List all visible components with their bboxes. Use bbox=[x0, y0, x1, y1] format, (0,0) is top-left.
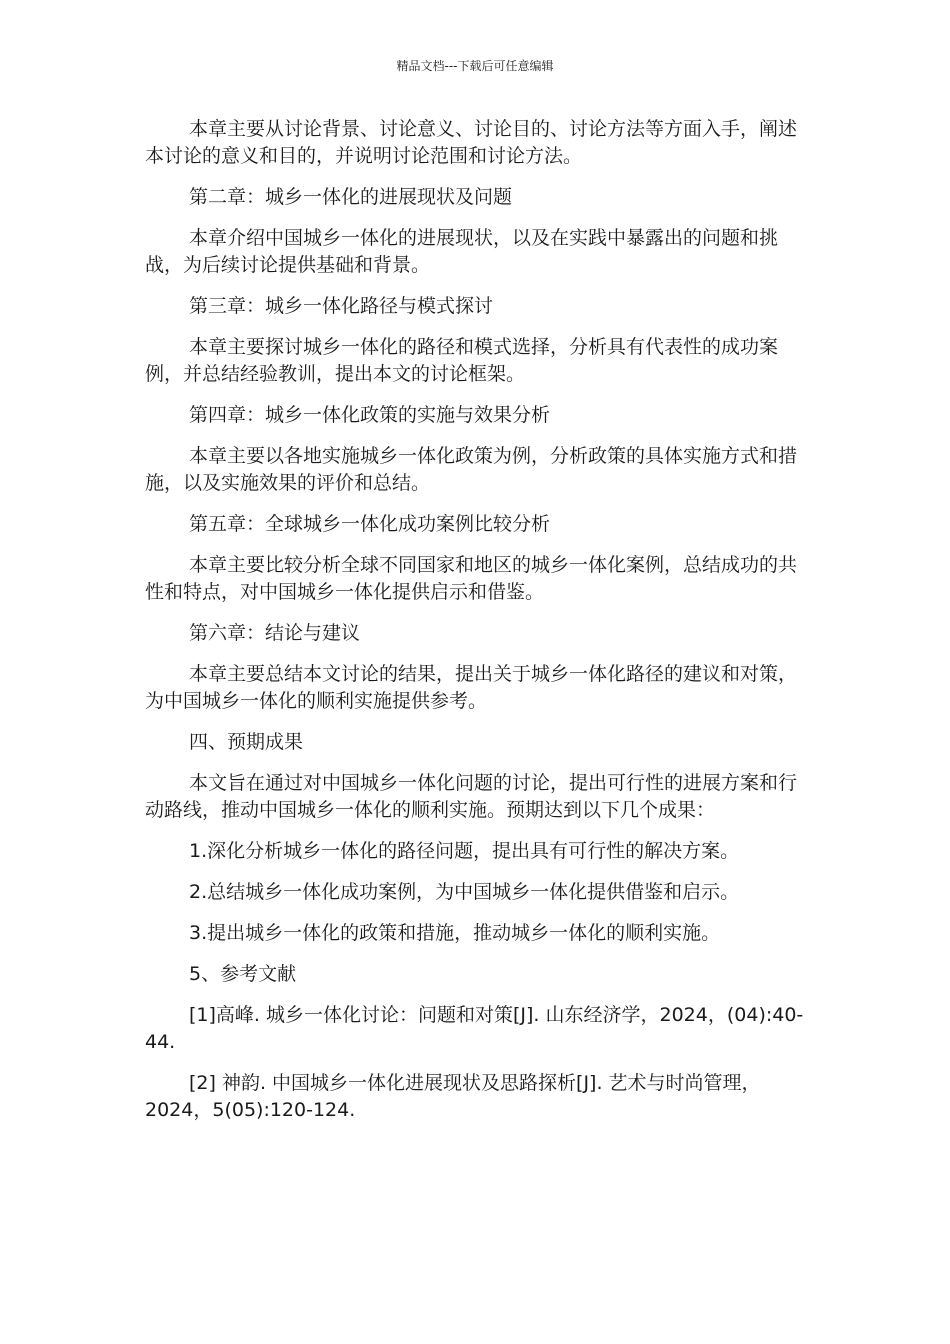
paragraph-chapter4-summary: 本章主要以各地实施城乡一体化政策为例，分析政策的具体实施方式和措施，以及实施效果的评价和总结。 bbox=[145, 445, 798, 494]
list-item-result-2: 2.总结城乡一体化成功案例，为中国城乡一体化提供借鉴和启示。 bbox=[189, 881, 740, 903]
page-header: 精品文档---下载后可任意编辑 bbox=[396, 59, 554, 73]
paragraph-chapter6-summary: 本章主要总结本文讨论的结果，提出关于城乡一体化路径的建议和对策，为中国城乡一体化的顺利实施提供参考。 bbox=[145, 663, 798, 712]
chapter-2-heading: 第二章：城乡一体化的进展现状及问题 bbox=[189, 186, 513, 208]
reference-item-1: [1]高峰. 城乡一体化讨论：问题和对策[J]. 山东经济学，2024，(04):40-44. bbox=[145, 1004, 804, 1053]
list-item-result-3: 3.提出城乡一体化的政策和措施，推动城乡一体化的顺利实施。 bbox=[189, 922, 721, 944]
document-body bbox=[145, 116, 807, 1138]
chapter-6-heading: 第六章：结论与建议 bbox=[189, 622, 361, 644]
list-item-result-1: 1.深化分析城乡一体化的路径问题，提出具有可行性的解决方案。 bbox=[189, 840, 740, 862]
paragraph-chapter2-summary: 本章介绍中国城乡一体化的进展现状，以及在实践中暴露出的问题和挑战，为后续讨论提供基础和背景。 bbox=[145, 227, 779, 276]
paragraph-chapter5-summary: 本章主要比较分析全球不同国家和地区的城乡一体化案例，总结成功的共性和特点，对中国城乡一体化提供启示和借鉴。 bbox=[145, 554, 798, 603]
chapter-3-heading: 第三章：城乡一体化路径与模式探讨 bbox=[189, 295, 494, 317]
paragraph-chapter1-summary: 本章主要从讨论背景、讨论意义、讨论目的、讨论方法等方面入手，阐述本讨论的意义和目的，并说明讨论范围和讨论方法。 bbox=[145, 118, 798, 167]
section-4-heading: 四、预期成果 bbox=[189, 731, 304, 753]
chapter-5-heading: 第五章：全球城乡一体化成功案例比较分析 bbox=[189, 513, 551, 535]
references-heading: 5、参考文献 bbox=[189, 963, 297, 985]
chapter-4-heading: 第四章：城乡一体化政策的实施与效果分析 bbox=[189, 404, 551, 426]
paragraph-chapter3-summary: 本章主要探讨城乡一体化的路径和模式选择，分析具有代表性的成功案例，并总结经验教训，提出本文的讨论框架。 bbox=[145, 336, 779, 385]
paragraph-expected-results: 本文旨在通过对中国城乡一体化问题的讨论，提出可行性的进展方案和行动路线，推动中国城乡一体化的顺利实施。预期达到以下几个成果： bbox=[145, 772, 798, 821]
reference-item-2: [2] 神韵. 中国城乡一体化进展现状及思路探析[J]. 艺术与时尚管理，2024，5(05):120-124. bbox=[145, 1072, 761, 1121]
